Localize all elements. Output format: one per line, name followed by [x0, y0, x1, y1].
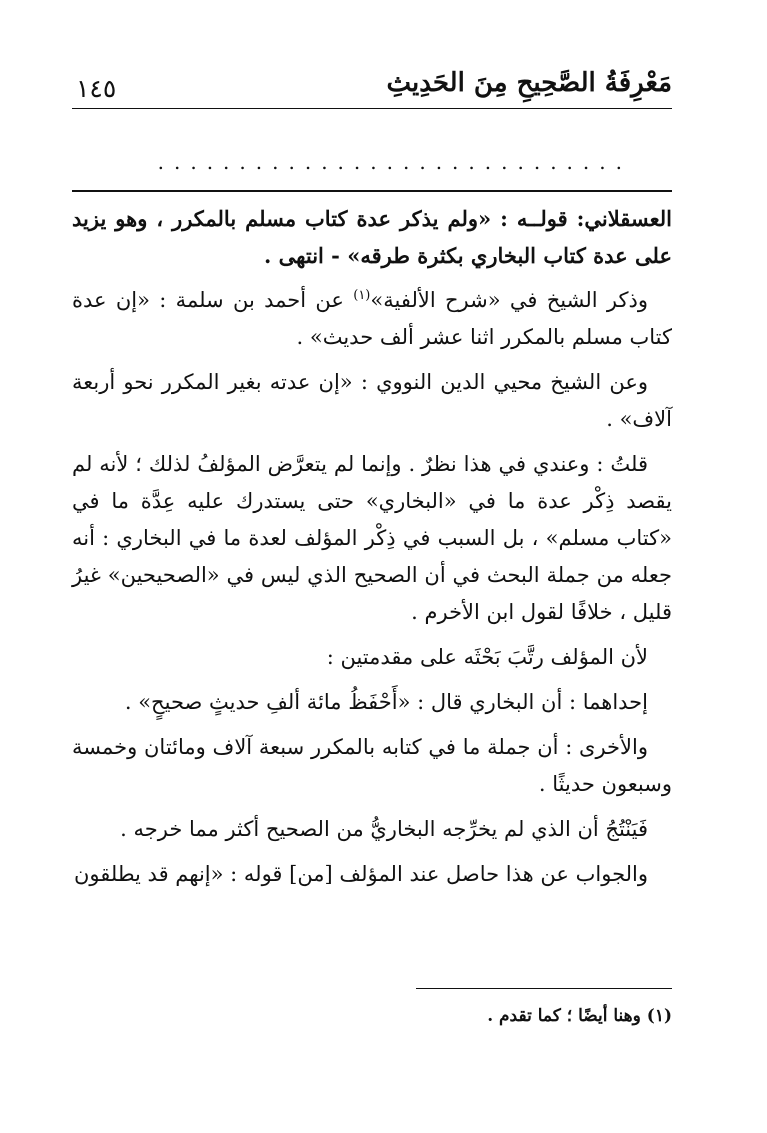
header-rule: [72, 108, 672, 109]
paragraph-text: عن أحمد بن سلمة : «إن عدة كتاب مسلم بالمكرر اثنا عشر ألف حديث» .: [72, 288, 672, 349]
paragraph: قلتُ : وعندي في هذا نظرٌ . وإنما لم يتعرَّض المؤلفُ لذلك ؛ لأنه لم يقصد ذِكْر عدة ما في «البخاري» حتى يستدرك عليه عِدَّة ما في «كتاب مسلم» ، بل السبب في ذِكْر المؤلف لعدة ما في البخاري : أنه جعله من جملة البحث في أن الصحيح الذي ليس في «الصحيحين» غيرُ قليل ، خلافًا لقول ابن الأخرم .: [72, 452, 672, 624]
separator-dots: .............................: [157, 150, 632, 174]
paragraph: لأن المؤلف رتَّبَ بَحْثَه على مقدمتين :: [326, 645, 648, 669]
page-number: ١٤٥: [76, 74, 117, 103]
footnote: (١) وهنا أيضًا ؛ كما تقدم .: [487, 1006, 672, 1026]
paragraph: والجواب عن هذا حاصل عند المؤلف [من] قوله : «إنهم قد يطلقون: [73, 862, 648, 886]
paragraph-quote: العسقلاني: قولــه : «ولم يذكر عدة كتاب مسلم بالمكرر ، وهو يزيد على عدة كتاب البخاري بكثرة طرقه» - انتهى .: [72, 206, 672, 268]
paragraph: وعن الشيخ محيي الدين النووي : «إن عدته بغير المكرر نحو أربعة آلاف» .: [72, 370, 672, 431]
footnote-rule: [416, 988, 672, 989]
paragraph-text: وذكر الشيخ في «شرح الألفية»: [370, 288, 648, 312]
paragraph: فَيَنْتُجُ أن الذي لم يخرِّجه البخاريُّ من الصحيح أكثر مما خرجه .: [120, 817, 648, 841]
running-title: مَعْرِفَةُ الصَّحِيحِ مِنَ الحَدِيثِ: [386, 68, 672, 98]
page-header: [72, 60, 672, 108]
main-rule: [72, 190, 672, 192]
paragraph: إحداهما : أن البخاري قال : «أَحْفَظُ مائة ألفِ حديثٍ صحيحٍ» .: [124, 690, 648, 714]
paragraph: [72, 282, 672, 356]
paragraph: والأخرى : أن جملة ما في كتابه بالمكرر سبعة آلاف ومائتان وخمسة وسبعون حديثًا .: [72, 735, 672, 796]
book-page: [72, 60, 672, 1080]
footnote-marker: (١): [353, 288, 371, 303]
body-text: [72, 200, 672, 901]
